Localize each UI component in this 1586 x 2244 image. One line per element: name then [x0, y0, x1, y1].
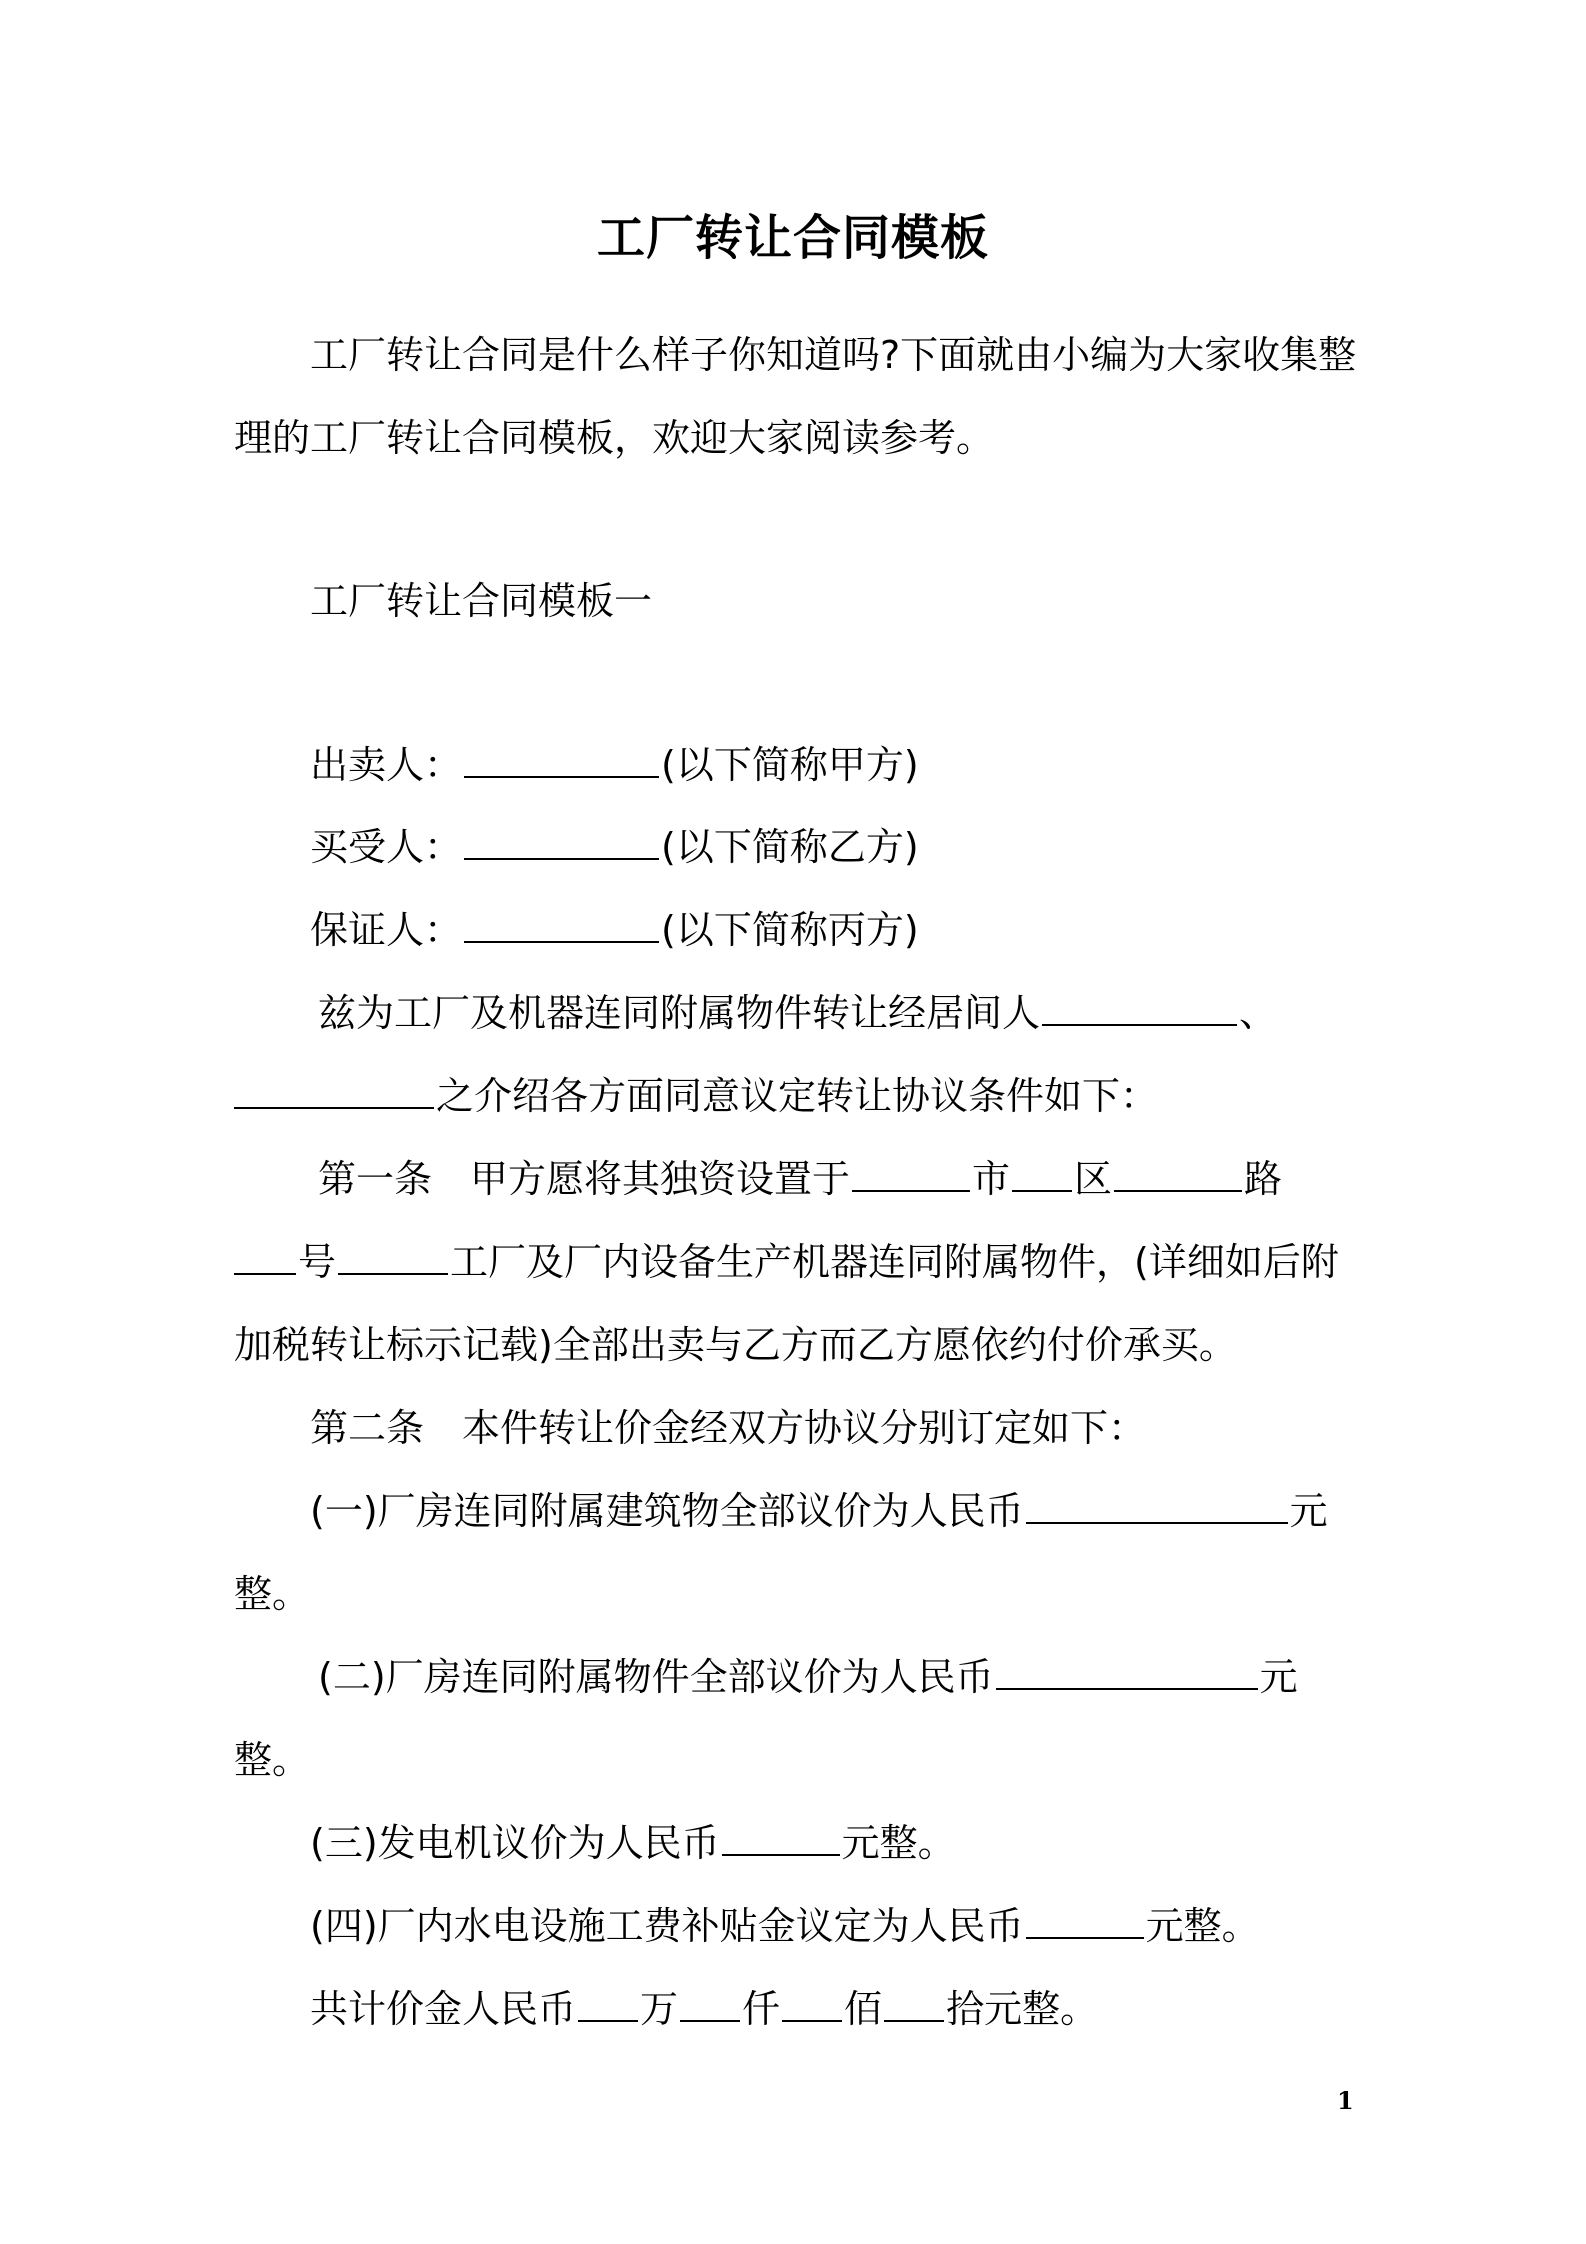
- article-1-number: 号: [298, 1240, 337, 1284]
- total-bai: 佰: [844, 1987, 883, 2031]
- seller-suffix: (以下简称甲方): [661, 743, 919, 787]
- seller-line: [310, 740, 919, 790]
- total-wan: 万: [640, 1987, 679, 2031]
- guarantor-blank: [464, 905, 659, 943]
- article-1-prefix: 第一条 甲方愿将其独资设置于: [318, 1157, 851, 1201]
- total-line: [310, 1984, 1098, 2034]
- article-1-line-2: [234, 1237, 1339, 1287]
- seller-blank: [464, 740, 659, 778]
- seller-label: 出卖人：: [310, 743, 463, 787]
- item-3-prefix: (三)发电机议价为人民币: [310, 1821, 720, 1865]
- intermediary-prefix: 兹为工厂及机器连同附属物件转让经居间人: [318, 991, 1041, 1035]
- total-end: 拾元整。: [946, 1987, 1099, 2031]
- buyer-label: 买受人：: [310, 825, 463, 869]
- item-2-line: [318, 1652, 1298, 1702]
- city-blank: [852, 1154, 970, 1192]
- page-number: 1: [1337, 2086, 1354, 2115]
- article-1-line-1: [318, 1154, 1282, 1204]
- section-heading: 工厂转让合同模板一: [310, 579, 653, 623]
- item-1-unit: 元: [1289, 1489, 1328, 1533]
- item-4-blank: [1026, 1901, 1144, 1939]
- total-shi-blank: [884, 1984, 944, 2022]
- number-blank: [234, 1237, 296, 1275]
- item-3-suffix: 元整。: [841, 1821, 956, 1865]
- district-blank: [1012, 1154, 1072, 1192]
- document-title: 工厂转让合同模板: [596, 210, 989, 266]
- item-1-line: [310, 1486, 1328, 1536]
- item-1-blank: [1026, 1486, 1288, 1524]
- buyer-blank: [464, 822, 659, 860]
- total-qian-blank: [680, 1984, 740, 2022]
- item-4-suffix: 元整。: [1145, 1904, 1260, 1948]
- buyer-suffix: (以下简称乙方): [661, 825, 919, 869]
- total-qian: 仟: [742, 1987, 781, 2031]
- item-4-prefix: (四)厂内水电设施工费补贴金议定为人民币: [310, 1904, 1024, 1948]
- intermediary-blank-1: [1042, 988, 1237, 1026]
- guarantor-line: [310, 905, 919, 955]
- item-2-unit: 元: [1259, 1655, 1298, 1699]
- road-blank: [1114, 1154, 1242, 1192]
- buyer-line: [310, 822, 919, 872]
- intermediary-line-2: [234, 1071, 1158, 1121]
- item-2-end: 整。: [234, 1738, 311, 1782]
- guarantor-label: 保证人：: [310, 908, 463, 952]
- intermediary-suffix: 之介绍各方面同意议定转让协议条件如下：: [436, 1074, 1159, 1118]
- intermediary-line-1: [318, 988, 1277, 1038]
- item-3-blank: [722, 1818, 840, 1856]
- article-2-heading: 第二条 本件转让价金经双方协议分别订定如下：: [310, 1406, 1147, 1450]
- intro-paragraph-line-1: 工厂转让合同是什么样子你知道吗?下面就由小编为大家收集整: [310, 333, 1357, 377]
- intermediary-blank-2: [234, 1071, 434, 1109]
- item-3-line: [310, 1818, 956, 1868]
- intermediary-comma: 、: [1239, 991, 1278, 1035]
- guarantor-suffix: (以下简称丙方): [661, 908, 919, 952]
- article-1-line-3: 加税转让标示记载)全部出卖与乙方而乙方愿依约付价承买。: [234, 1323, 1237, 1367]
- article-1-line-2-suffix: 工厂及厂内设备生产机器连同附属物件，(详细如后附: [450, 1240, 1339, 1284]
- article-1-city: 市: [972, 1157, 1011, 1201]
- item-1-prefix: (一)厂房连同附属建筑物全部议价为人民币: [310, 1489, 1024, 1533]
- item-4-line: [310, 1901, 1260, 1951]
- item-2-blank: [996, 1652, 1258, 1690]
- article-1-district: 区: [1074, 1157, 1113, 1201]
- total-prefix: 共计价金人民币: [310, 1987, 577, 2031]
- total-bai-blank: [782, 1984, 842, 2022]
- item-2-prefix: (二)厂房连同附属物件全部议价为人民币: [318, 1655, 994, 1699]
- item-1-end: 整。: [234, 1572, 311, 1616]
- total-wan-blank: [578, 1984, 638, 2022]
- intro-paragraph-line-2: 理的工厂转让合同模板，欢迎大家阅读参考。: [234, 416, 995, 460]
- factory-blank: [338, 1237, 448, 1275]
- article-1-road: 路: [1244, 1157, 1283, 1201]
